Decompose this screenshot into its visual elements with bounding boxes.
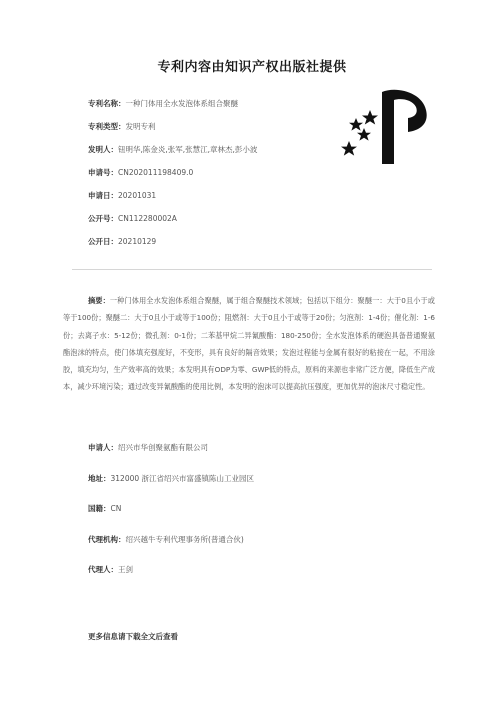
meta-value: CN202011198409.0 [118,168,194,177]
page-title: 专利内容由知识产权出版社提供 [157,60,347,75]
field-label: 代理机构： [88,534,126,544]
meta-value: CN112280002A [118,214,177,223]
meta-value: 一种门体用全水发泡体系组合聚醚 [125,99,238,108]
more-info-text: 更多信息请下载全文后查看 [88,632,178,641]
meta-label: 公开日： [88,237,118,246]
field-row-agent [88,565,438,596]
meta-value: 20201031 [118,191,157,200]
meta-row-type [88,122,358,145]
field-value: 绍兴市华创聚氨酯有限公司 [118,443,208,452]
meta-label: 公开号： [88,214,118,223]
abstract-paragraph [63,292,435,396]
meta-label: 专利类型： [88,122,126,131]
meta-row-application-number [88,168,358,191]
abstract-text: 一种门体用全水发泡体系组合聚醚，属于组合聚醚技术领域；包括以下组分：聚醚一：大于0且小于或等于100份；聚醚二：大于0且小于或等于100份；阻燃剂：大于0且小于或等于20份；匀泡剂：1-4份；催化剂：1-6份；去离子水：5-12份；微孔剂：0-1份；二苯基甲烷二异氰酸酯：180-250份；全水发泡体系的硬泡具备普通聚氨酯泡沫的特点，使门体填充强度好，不变形，具有良好的隔音效果；发泡过程能与金属有很好的粘接在一起，不用涂胶，填充均匀，生产效率高的效果；本发明具有ODP为零、GWP低的特点，原料的来源也非常广泛方便，降低生产成本，减少环境污染；通过改变异氰酸酯的使用比例，本发明的泡沫可以提高抗压强度，更加优异的泡沫尺寸稳定性。 [63,296,435,392]
field-label: 申请人： [88,443,118,452]
meta-label: 专利名称： [88,99,126,108]
field-value: CN [110,504,122,513]
ip-office-logo-icon [334,88,434,168]
field-row-address [88,474,438,505]
field-row-agency [88,535,438,566]
meta-row-publication-number [88,214,358,237]
field-label: 国籍： [88,504,111,513]
meta-label: 申请日： [88,191,118,200]
meta-label: 申请号： [88,168,118,177]
field-value: 绍兴越牛专利代理事务所(普通合伙) [125,534,244,544]
field-row-applicant [88,443,438,474]
applicant-info [88,443,438,596]
field-row-nationality [88,504,438,535]
section-divider [72,269,432,270]
abstract-label: 摘要： [88,296,110,305]
meta-value: 发明专利 [125,122,156,131]
meta-row-application-date [88,191,358,214]
meta-value: 钮明华,陈金炎,张军,张慧江,章林杰,彭小波 [118,145,258,154]
field-value: 王剑 [118,565,133,574]
meta-label: 发明人： [88,145,118,154]
field-label: 代理人： [88,565,118,574]
meta-row-inventors [88,145,358,168]
field-label: 地址： [88,473,111,483]
meta-row-name [88,99,358,122]
meta-row-publication-date [88,237,358,260]
field-value: 312000 浙江省绍兴市富盛镇陈山工业园区 [110,473,255,483]
meta-value: 20210129 [118,237,157,246]
patent-metadata [88,99,358,260]
